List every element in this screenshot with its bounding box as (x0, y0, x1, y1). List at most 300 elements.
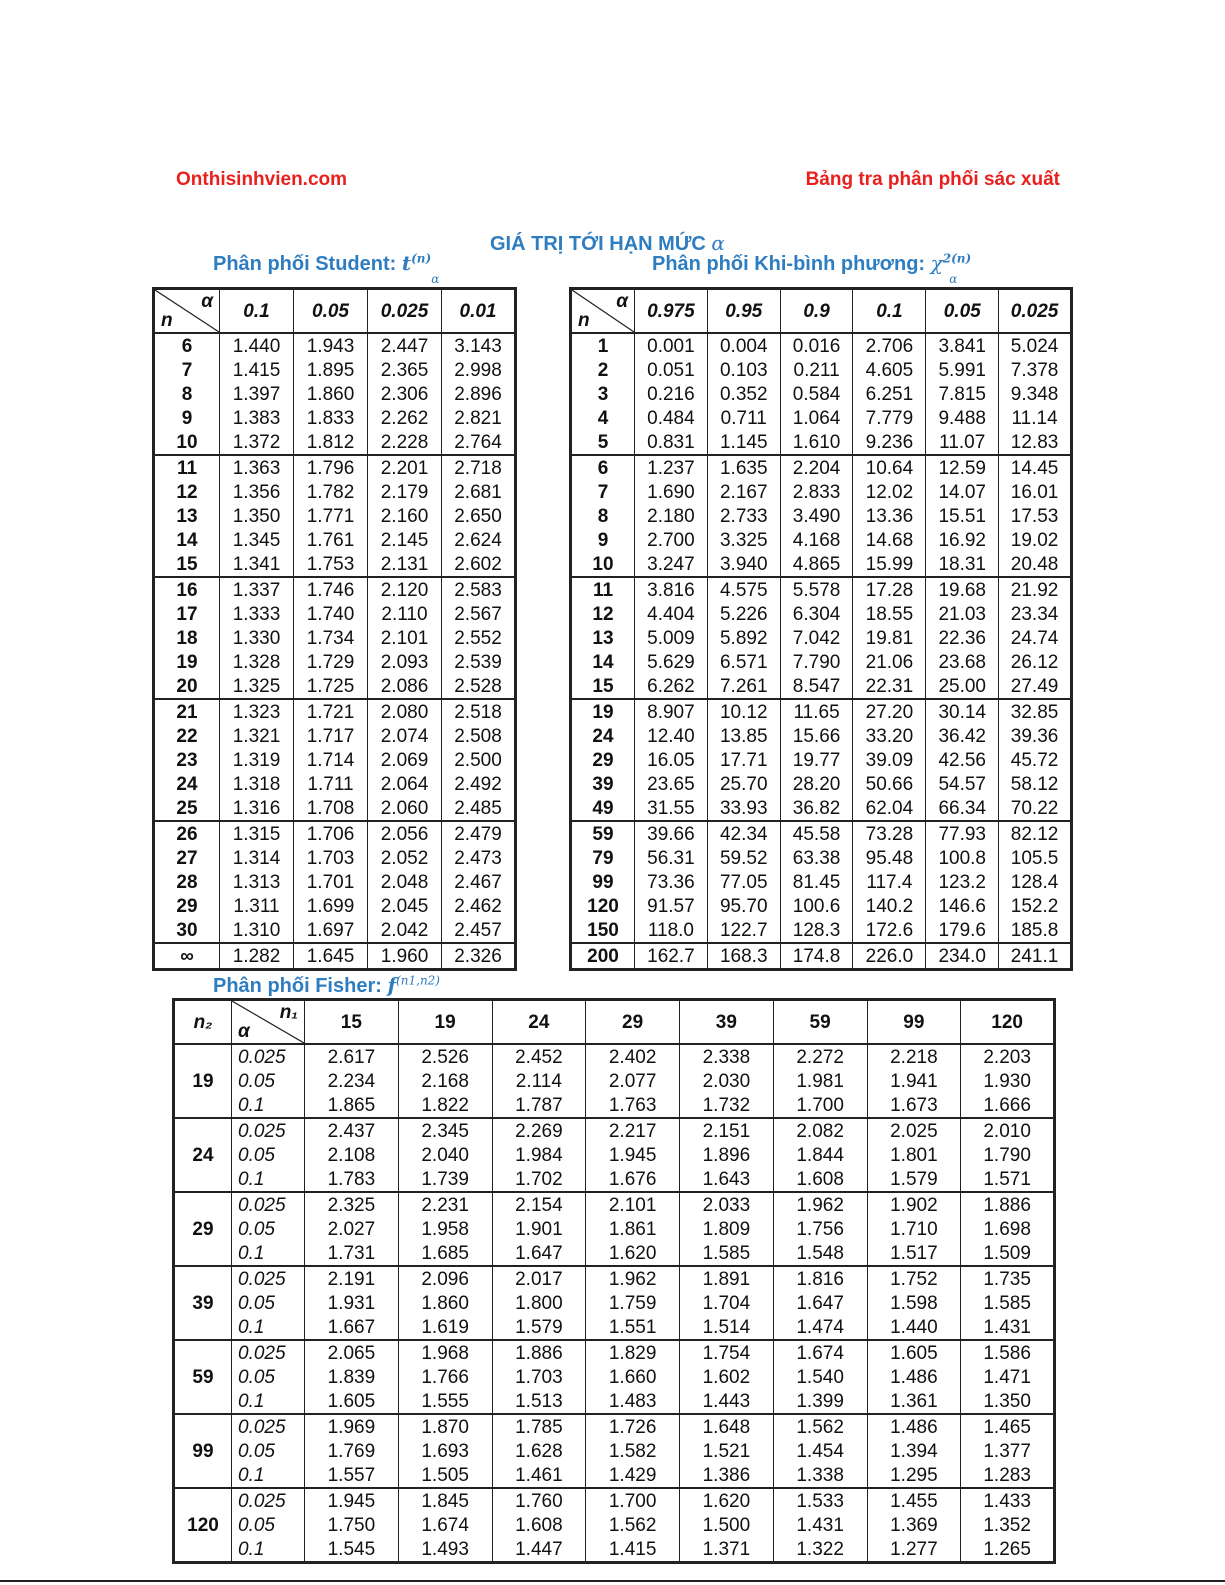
table-cell: 128.3 (780, 918, 853, 943)
table-cell: 1.493 (398, 1537, 492, 1563)
table-cell: 2.045 (368, 894, 442, 918)
table-cell: 1.399 (773, 1389, 867, 1414)
row-label-n: 79 (571, 846, 635, 870)
table-cell: 2.191 (305, 1266, 399, 1291)
table-cell: 42.56 (926, 748, 999, 772)
fisher-table (172, 998, 1056, 1564)
table-cell: 1.064 (780, 406, 853, 430)
table-cell: 1.533 (773, 1488, 867, 1513)
table-row (571, 480, 1072, 504)
table-cell: 1.440 (867, 1315, 961, 1340)
row-label-n: 20 (154, 674, 220, 699)
table-cell: 19.68 (926, 577, 999, 602)
table-cell: 15.99 (853, 552, 926, 577)
table-row (154, 602, 516, 626)
table-cell: 0.103 (707, 358, 780, 382)
table-cell: 14.68 (853, 528, 926, 552)
table-cell: 81.45 (780, 870, 853, 894)
table-cell: 2.154 (492, 1192, 586, 1217)
table-cell: 2.492 (442, 772, 516, 796)
table-row (571, 552, 1072, 577)
table-cell: 1.945 (305, 1488, 399, 1513)
table-row (174, 1439, 1055, 1463)
row-label-n2: 39 (174, 1266, 232, 1340)
table-cell: 1.647 (492, 1241, 586, 1266)
table-cell: 1.717 (294, 724, 368, 748)
row-label-n: 21 (154, 699, 220, 724)
table-cell: 2.269 (492, 1118, 586, 1143)
table-cell: 82.12 (999, 821, 1072, 846)
table-cell: 1.318 (220, 772, 294, 796)
table-cell: 2.518 (442, 699, 516, 724)
table-cell: 1.729 (294, 650, 368, 674)
table-cell: 95.48 (853, 846, 926, 870)
table-cell: 2.231 (398, 1192, 492, 1217)
chi-title-text: Phân phối Khi-bình phương: (652, 253, 926, 275)
row-label-n: 150 (571, 918, 635, 943)
table-cell: 2.326 (442, 943, 516, 970)
corner-alpha-label: α (616, 291, 628, 312)
table-row (174, 1118, 1055, 1143)
row-label-n: 9 (571, 528, 635, 552)
table-cell: 1.513 (492, 1389, 586, 1414)
header-row (571, 289, 1072, 334)
table-row (174, 1266, 1055, 1291)
column-header-n1: 19 (398, 1000, 492, 1045)
table-cell: 1.598 (867, 1291, 961, 1315)
table-cell: 1.314 (220, 846, 294, 870)
table-cell: 1.345 (220, 528, 294, 552)
table-cell: 1.635 (707, 455, 780, 480)
row-label-n: 1 (571, 333, 635, 358)
table-cell: 100.8 (926, 846, 999, 870)
table-cell: 2.998 (442, 358, 516, 382)
row-label-n: 120 (571, 894, 635, 918)
table-cell: 23.65 (635, 772, 708, 796)
table-cell: 1.702 (492, 1167, 586, 1192)
table-cell: 100.6 (780, 894, 853, 918)
table-cell: 1.361 (867, 1389, 961, 1414)
table-row (571, 821, 1072, 846)
row-label-n: 6 (154, 333, 220, 358)
table-cell: 1.759 (586, 1291, 680, 1315)
table-cell: 1.735 (961, 1266, 1055, 1291)
row-label-alpha: 0.1 (232, 1241, 305, 1266)
table-cell: 179.6 (926, 918, 999, 943)
row-label-n: 13 (571, 626, 635, 650)
table-row (174, 1488, 1055, 1513)
table-cell: 1.930 (961, 1069, 1055, 1093)
table-cell: 39.09 (853, 748, 926, 772)
table-cell: 1.283 (961, 1463, 1055, 1488)
row-label-n: 30 (154, 918, 220, 943)
table-cell: 10.64 (853, 455, 926, 480)
table-cell: 42.34 (707, 821, 780, 846)
table-cell: 2.624 (442, 528, 516, 552)
table-cell: 1.761 (294, 528, 368, 552)
table-cell: 70.22 (999, 796, 1072, 821)
table-cell: 14.07 (926, 480, 999, 504)
table-cell: 1.465 (961, 1414, 1055, 1439)
row-label-n: 5 (571, 430, 635, 455)
table-cell: 1.369 (867, 1513, 961, 1537)
table-cell: 1.648 (680, 1414, 774, 1439)
table-cell: 2.060 (368, 796, 442, 821)
table-cell: 15.51 (926, 504, 999, 528)
table-cell: 2.437 (305, 1118, 399, 1143)
table-cell: 21.92 (999, 577, 1072, 602)
row-label-n: 3 (571, 382, 635, 406)
table-cell: 1.704 (680, 1291, 774, 1315)
table-cell: 1.316 (220, 796, 294, 821)
row-label-n: 19 (154, 650, 220, 674)
table-cell: 2.101 (586, 1192, 680, 1217)
column-header-n1: 24 (492, 1000, 586, 1045)
table-cell: 13.36 (853, 504, 926, 528)
table-row (154, 480, 516, 504)
table-cell: 25.00 (926, 674, 999, 699)
table-cell: 226.0 (853, 943, 926, 970)
table-cell: 1.145 (707, 430, 780, 455)
table-cell: 1.708 (294, 796, 368, 821)
table-cell: 1.783 (305, 1167, 399, 1192)
table-cell: 2.602 (442, 552, 516, 577)
table-cell: 2.583 (442, 577, 516, 602)
table-cell: 1.579 (867, 1167, 961, 1192)
chi-symbol: χ (930, 251, 943, 275)
row-label-n: 9 (154, 406, 220, 430)
table-cell: 26.12 (999, 650, 1072, 674)
table-row (571, 455, 1072, 480)
column-header-alpha: 0.9 (780, 289, 853, 334)
table-cell: 2.093 (368, 650, 442, 674)
row-label-alpha: 0.1 (232, 1315, 305, 1340)
table-cell: 2.201 (368, 455, 442, 480)
row-label-n: 28 (154, 870, 220, 894)
table-row (154, 430, 516, 455)
table-row (571, 699, 1072, 724)
table-cell: 241.1 (999, 943, 1072, 970)
table-cell: 1.319 (220, 748, 294, 772)
table-cell: 2.462 (442, 894, 516, 918)
table-cell: 24.74 (999, 626, 1072, 650)
table-cell: 174.8 (780, 943, 853, 970)
table-cell: 59.52 (707, 846, 780, 870)
row-label-alpha: 0.05 (232, 1291, 305, 1315)
table-cell: 1.321 (220, 724, 294, 748)
table-cell: 1.483 (586, 1389, 680, 1414)
chi-title (652, 251, 979, 286)
table-cell: 2.833 (780, 480, 853, 504)
row-label-n2: 120 (174, 1488, 232, 1563)
table-row (571, 602, 1072, 626)
row-label-n: 23 (154, 748, 220, 772)
table-cell: 77.05 (707, 870, 780, 894)
table-row (174, 1192, 1055, 1217)
table-cell: 62.04 (853, 796, 926, 821)
row-label-n: 29 (154, 894, 220, 918)
table-cell: 2.056 (368, 821, 442, 846)
table-cell: 1.647 (773, 1291, 867, 1315)
table-cell: 1.325 (220, 674, 294, 699)
table-cell: 0.831 (635, 430, 708, 455)
table-cell: 1.754 (680, 1340, 774, 1365)
table-cell: 2.040 (398, 1143, 492, 1167)
row-label-n: 7 (154, 358, 220, 382)
table-row (154, 528, 516, 552)
table-cell: 2.325 (305, 1192, 399, 1217)
table-cell: 1.902 (867, 1192, 961, 1217)
table-cell: 1.555 (398, 1389, 492, 1414)
table-cell: 63.38 (780, 846, 853, 870)
row-label-n: 11 (571, 577, 635, 602)
table-cell: 27.20 (853, 699, 926, 724)
table-cell: 2.114 (492, 1069, 586, 1093)
table-cell: 19.77 (780, 748, 853, 772)
table-cell: 1.746 (294, 577, 368, 602)
row-label-n: 11 (154, 455, 220, 480)
table-cell: 1.431 (961, 1315, 1055, 1340)
header-row (174, 1000, 1055, 1045)
row-label-n: 24 (154, 772, 220, 796)
table-cell: 1.703 (294, 846, 368, 870)
table-cell: 1.455 (867, 1488, 961, 1513)
chi-square-table (569, 287, 1073, 971)
table-row (174, 1365, 1055, 1389)
table-cell: 1.431 (773, 1513, 867, 1537)
table-cell: 20.48 (999, 552, 1072, 577)
table-cell: 6.251 (853, 382, 926, 406)
table-cell: 3.841 (926, 333, 999, 358)
fisher-sup: (n1,n2) (396, 973, 440, 988)
table-cell: 1.545 (305, 1537, 399, 1563)
table-cell: 1.809 (680, 1217, 774, 1241)
table-cell: 1.931 (305, 1291, 399, 1315)
table-cell: 11.07 (926, 430, 999, 455)
table-row (154, 821, 516, 846)
table-cell: 1.311 (220, 894, 294, 918)
row-label-n: 26 (154, 821, 220, 846)
table-cell: 1.571 (961, 1167, 1055, 1192)
table-cell: 1.356 (220, 480, 294, 504)
column-header-n1: 29 (586, 1000, 680, 1045)
table-cell: 2.030 (680, 1069, 774, 1093)
table-cell: 2.064 (368, 772, 442, 796)
chi-sub: α (949, 272, 958, 286)
table-cell: 1.500 (680, 1513, 774, 1537)
table-cell: 77.93 (926, 821, 999, 846)
table-cell: 1.968 (398, 1340, 492, 1365)
table-cell: 1.734 (294, 626, 368, 650)
row-label-alpha: 0.1 (232, 1463, 305, 1488)
table-cell: 73.28 (853, 821, 926, 846)
table-cell: 1.945 (586, 1143, 680, 1167)
row-label-alpha: 0.1 (232, 1093, 305, 1118)
column-header-alpha: 0.1 (853, 289, 926, 334)
table-cell: 1.800 (492, 1291, 586, 1315)
table-row (154, 504, 516, 528)
table-cell: 95.70 (707, 894, 780, 918)
table-cell: 1.602 (680, 1365, 774, 1389)
table-cell: 1.585 (961, 1291, 1055, 1315)
table-cell: 1.551 (586, 1315, 680, 1340)
fisher-symbol: f (387, 973, 397, 997)
table-row (174, 1143, 1055, 1167)
table-cell: 2.457 (442, 918, 516, 943)
table-cell: 1.845 (398, 1488, 492, 1513)
table-cell: 12.40 (635, 724, 708, 748)
student-sup: (n) (411, 251, 432, 266)
main-title-text: GIÁ TRỊ TỚI HẠN MỨC (490, 233, 706, 255)
table-cell: 152.2 (999, 894, 1072, 918)
table-cell: 1.585 (680, 1241, 774, 1266)
table-row (571, 430, 1072, 455)
table-cell: 2.074 (368, 724, 442, 748)
table-cell: 2.065 (305, 1340, 399, 1365)
corner-n-label: α (238, 1021, 250, 1042)
table-row (154, 796, 516, 821)
table-cell: 7.261 (707, 674, 780, 699)
table-cell: 2.306 (368, 382, 442, 406)
table-cell: 25.70 (707, 772, 780, 796)
table-cell: 2.365 (368, 358, 442, 382)
column-header-alpha: 0.05 (926, 289, 999, 334)
table-row (174, 1315, 1055, 1340)
row-label-alpha: 0.025 (232, 1488, 305, 1513)
table-cell: 7.815 (926, 382, 999, 406)
table-cell: 2.017 (492, 1266, 586, 1291)
table-cell: 5.892 (707, 626, 780, 650)
table-cell: 118.0 (635, 918, 708, 943)
table-cell: 2.069 (368, 748, 442, 772)
page-bottom-border (0, 1580, 1225, 1582)
row-label-n: 10 (571, 552, 635, 577)
header-row (154, 289, 516, 334)
table-cell: 185.8 (999, 918, 1072, 943)
table-row (571, 748, 1072, 772)
table-cell: 1.822 (398, 1093, 492, 1118)
table-row (571, 772, 1072, 796)
table-row (571, 504, 1072, 528)
table-cell: 1.703 (492, 1365, 586, 1389)
table-row (174, 1537, 1055, 1563)
column-header-n1: 120 (961, 1000, 1055, 1045)
table-cell: 123.2 (926, 870, 999, 894)
table-cell: 2.048 (368, 870, 442, 894)
table-row (174, 1093, 1055, 1118)
table-cell: 1.605 (305, 1389, 399, 1414)
table-cell: 1.685 (398, 1241, 492, 1266)
table-row (154, 674, 516, 699)
table-cell: 2.131 (368, 552, 442, 577)
table-cell: 1.315 (220, 821, 294, 846)
row-label-n: 10 (154, 430, 220, 455)
table-cell: 1.870 (398, 1414, 492, 1439)
table-cell: 33.20 (853, 724, 926, 748)
table-cell: 3.816 (635, 577, 708, 602)
table-cell: 23.68 (926, 650, 999, 674)
corner-header-cell (232, 1000, 305, 1045)
table-cell: 8.907 (635, 699, 708, 724)
table-cell: 2.120 (368, 577, 442, 602)
table-cell: 2.096 (398, 1266, 492, 1291)
table-cell: 4.575 (707, 577, 780, 602)
table-cell: 0.001 (635, 333, 708, 358)
table-cell: 1.363 (220, 455, 294, 480)
table-cell: 1.796 (294, 455, 368, 480)
row-label-n: 99 (571, 870, 635, 894)
table-row (571, 943, 1072, 970)
table-cell: 2.042 (368, 918, 442, 943)
table-cell: 1.582 (586, 1439, 680, 1463)
table-cell: 5.226 (707, 602, 780, 626)
table-cell: 12.02 (853, 480, 926, 504)
table-cell: 12.83 (999, 430, 1072, 455)
table-cell: 1.474 (773, 1315, 867, 1340)
table-row (571, 894, 1072, 918)
table-cell: 1.619 (398, 1315, 492, 1340)
table-cell: 9.348 (999, 382, 1072, 406)
table-cell: 1.753 (294, 552, 368, 577)
table-cell: 3.143 (442, 333, 516, 358)
table-cell: 39.36 (999, 724, 1072, 748)
table-cell: 1.962 (773, 1192, 867, 1217)
table-cell: 1.790 (961, 1143, 1055, 1167)
table-cell: 16.05 (635, 748, 708, 772)
table-cell: 1.667 (305, 1315, 399, 1340)
table-cell: 1.509 (961, 1241, 1055, 1266)
table-cell: 1.812 (294, 430, 368, 455)
table-cell: 17.53 (999, 504, 1072, 528)
table-cell: 1.371 (680, 1537, 774, 1563)
corner-n-label: n (161, 310, 173, 331)
table-cell: 1.816 (773, 1266, 867, 1291)
table-cell: 1.313 (220, 870, 294, 894)
table-cell: 1.310 (220, 918, 294, 943)
table-row (571, 674, 1072, 699)
table-cell: 6.304 (780, 602, 853, 626)
table-cell: 2.145 (368, 528, 442, 552)
table-cell: 5.991 (926, 358, 999, 382)
table-cell: 2.108 (305, 1143, 399, 1167)
table-cell: 1.690 (635, 480, 708, 504)
table-cell: 2.500 (442, 748, 516, 772)
table-cell: 1.383 (220, 406, 294, 430)
table-cell: 1.711 (294, 772, 368, 796)
table-cell: 1.620 (586, 1241, 680, 1266)
row-label-n: 15 (571, 674, 635, 699)
table-cell: 2.110 (368, 602, 442, 626)
table-cell: 1.896 (680, 1143, 774, 1167)
table-cell: 1.338 (773, 1463, 867, 1488)
table-cell: 1.447 (492, 1537, 586, 1563)
row-label-alpha: 0.05 (232, 1143, 305, 1167)
site-name: Onthisinhvien.com (176, 169, 348, 190)
table-cell: 19.02 (999, 528, 1072, 552)
table-cell: 162.7 (635, 943, 708, 970)
table-row (571, 382, 1072, 406)
table-cell: 2.821 (442, 406, 516, 430)
table-cell: 9.236 (853, 430, 926, 455)
table-cell: 27.49 (999, 674, 1072, 699)
table-cell: 1.322 (773, 1537, 867, 1563)
table-cell: 146.6 (926, 894, 999, 918)
table-cell: 2.528 (442, 674, 516, 699)
table-cell: 2.706 (853, 333, 926, 358)
row-label-alpha: 0.025 (232, 1044, 305, 1069)
table-cell: 0.352 (707, 382, 780, 406)
table-cell: 2.508 (442, 724, 516, 748)
